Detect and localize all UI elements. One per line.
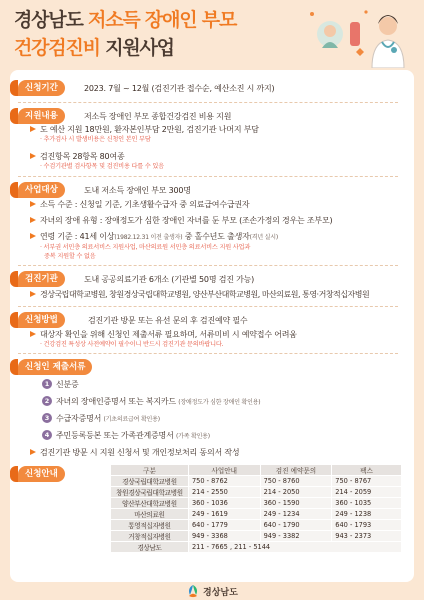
arrow-bullet-icon xyxy=(30,331,36,337)
target-bullet-3-tail-small: (격년 실시) xyxy=(249,234,279,241)
section-marker xyxy=(10,182,18,198)
table-cell: 경상국립대학교병원 xyxy=(111,476,189,487)
title-line-2 xyxy=(14,36,174,60)
contact-table xyxy=(110,464,402,553)
arrow-bullet-icon xyxy=(30,217,36,223)
table-header-row xyxy=(111,465,402,476)
table-cell: 750 - 8762 xyxy=(188,476,260,487)
table-row xyxy=(111,542,402,553)
table-header: 구분 xyxy=(111,465,189,476)
table-cell: 214 - 2050 xyxy=(260,487,332,498)
period-text: 2023. 7월 ~ 12월 (검진기관 접수순, 예산소진 시 까지) xyxy=(84,84,275,93)
arrow-bullet-icon xyxy=(30,233,36,239)
content-note-1: · 추가검사 시 발생비용은 신청인 본인 부담 xyxy=(40,136,151,143)
document-item-2-text: 자녀의 장애인증명서 또는 복지카드 xyxy=(56,397,176,406)
table-cell: 360 - 1036 xyxy=(188,498,260,509)
method-note-1: · 건강검진 특성상 사전예약이 필수이니 반드시 검진기관 문의바랍니다. xyxy=(40,341,224,348)
document-item-1: 신분증 xyxy=(56,380,79,389)
institutions-text: 도내 공공의료기관 6개소 (기관별 50명 검진 가능) xyxy=(84,275,255,284)
document-item-2 xyxy=(56,396,260,408)
header xyxy=(0,0,424,70)
label-documents: 신청인 제출서류 xyxy=(18,359,92,375)
table-header: 사업안내 xyxy=(188,465,260,476)
table-row xyxy=(111,520,402,531)
table-row xyxy=(111,487,402,498)
table-row xyxy=(111,509,402,520)
number-badge-2: 2 xyxy=(42,396,52,406)
target-bullet-3 xyxy=(40,231,278,243)
number-badge-1: 1 xyxy=(42,379,52,389)
method-text: 검진기관 방문 또는 유선 문의 후 검진예약 필수 xyxy=(88,316,248,325)
table-cell: 249 - 1238 xyxy=(332,509,402,520)
section-marker xyxy=(10,271,18,287)
number-badge-3: 3 xyxy=(42,413,52,423)
number-badge-4: 4 xyxy=(42,430,52,440)
method-note-1-text: 건강검진 특성상 사전예약이 필수이니 반드시 검진기관 문의바랍니다. xyxy=(43,341,224,348)
target-bullet-3-main: 연령 기준 : 41세 이상 xyxy=(40,232,115,241)
arrow-bullet-icon xyxy=(30,126,36,132)
target-text: 도내 저소득 장애인 부모 300명 xyxy=(84,186,191,195)
table-header: 검진 예약문의 xyxy=(260,465,332,476)
table-row xyxy=(111,498,402,509)
section-marker xyxy=(10,466,18,482)
table-cell: 214 - 2059 xyxy=(332,487,402,498)
arrow-bullet-icon xyxy=(30,153,36,159)
content-text: 저소득 장애인 부모 종합건강검진 비용 지원 xyxy=(84,112,232,121)
target-bullet-2: 자녀의 장애 유형 : 장애정도가 심한 장애인 자녀를 둔 부모 (조손가정의 경우는 조부모) xyxy=(40,216,333,225)
target-bullet-3-tail: 중 홀수년도 출생자 xyxy=(184,232,250,241)
document-item-4 xyxy=(56,430,210,442)
table-cell: 360 - 1035 xyxy=(332,498,402,509)
document-item-3-text: 수급자증명서 xyxy=(56,414,102,423)
section-marker xyxy=(10,312,18,328)
table-cell: 통영적십자병원 xyxy=(111,520,189,531)
table-cell: 211 - 7665 , 211 - 5144 xyxy=(188,542,401,553)
table-row xyxy=(111,531,402,542)
arrow-bullet-icon xyxy=(30,291,36,297)
section-marker xyxy=(10,80,18,96)
document-item-4-text: 주민등록등본 또는 가족관계증명서 xyxy=(56,431,174,440)
table-cell: 640 - 1793 xyxy=(332,520,402,531)
document-item-3-small: (기초의료급여 확인용) xyxy=(103,416,160,423)
table-cell: 750 - 8760 xyxy=(260,476,332,487)
label-target: 사업대상 xyxy=(18,182,65,198)
divider xyxy=(18,306,398,307)
title-highlight: 저소득 장애인 부모 xyxy=(88,9,237,31)
doctor-illustration-icon xyxy=(292,4,416,68)
gyeongnam-logo-icon xyxy=(186,584,200,598)
target-note-2: 중복 지원할 수 없음 xyxy=(44,253,96,260)
title-highlight-2: 건강검진비 xyxy=(14,37,100,59)
table-cell: 214 - 2550 xyxy=(188,487,260,498)
table-cell: 640 - 1790 xyxy=(260,520,332,531)
title-line-1 xyxy=(14,8,236,32)
table-cell: 750 - 8767 xyxy=(332,476,402,487)
table-cell: 360 - 1590 xyxy=(260,498,332,509)
target-bullet-1: 소득 수준 : 신청일 기준, 기초생활수급자 중 의료급여수급권자 xyxy=(40,200,250,209)
divider xyxy=(18,102,398,103)
section-marker xyxy=(10,108,18,124)
label-period: 신청기간 xyxy=(18,80,65,96)
table-cell: 943 - 2373 xyxy=(332,531,402,542)
content-note-2-text: 수검기관별 검사항목 및 검진비용 다를 수 있음 xyxy=(43,163,164,170)
label-guide: 신청안내 xyxy=(18,466,65,482)
method-bullet-1: 대상자 확인을 위해 신청인 제출서류 필요하며, 서류미비 시 예약접수 어려움 xyxy=(40,330,297,339)
table-cell: 창원경상국립대학교병원 xyxy=(111,487,189,498)
divider xyxy=(18,176,398,177)
divider xyxy=(18,353,398,354)
table-cell: 마산의료원 xyxy=(111,509,189,520)
arrow-bullet-icon xyxy=(30,449,36,455)
documents-bullet-last: 검진기관 방문 시 지원 신청서 및 개인정보처리 동의서 작성 xyxy=(40,448,240,457)
table-cell: 양산부산대학교병원 xyxy=(111,498,189,509)
document-item-4-small: (가족 확인용) xyxy=(175,433,210,440)
section-marker xyxy=(10,359,18,375)
table-cell: 거창적십자병원 xyxy=(111,531,189,542)
arrow-bullet-icon xyxy=(30,201,36,207)
label-content: 지원내용 xyxy=(18,108,65,124)
divider xyxy=(18,265,398,266)
label-method: 신청방법 xyxy=(18,312,65,328)
document-item-3 xyxy=(56,413,160,425)
table-cell: 640 - 1779 xyxy=(188,520,260,531)
title-program: 지원사업 xyxy=(105,37,174,59)
table-row xyxy=(111,476,402,487)
target-bullet-3-small: (1982.12.31 이전 출생자) xyxy=(114,234,183,241)
document-item-2-small: (장애정도가 심한 장애인 확인용) xyxy=(178,399,261,406)
title-region: 경상남도 xyxy=(14,9,83,31)
table-cell: 경상남도 xyxy=(111,542,189,553)
table-cell: 249 - 1619 xyxy=(188,509,260,520)
footer-logo xyxy=(186,584,238,598)
table-header: 팩스 xyxy=(332,465,402,476)
label-institutions: 검진기관 xyxy=(18,271,65,287)
content-bullet-2: 검진항목 28항목 80여종 xyxy=(40,152,125,161)
content-bullet-1: 도 예산 지원 18만원, 환자본인부담 2만원, 검진기관 나머지 부담 xyxy=(40,125,259,134)
target-note-1: · 서부권 서민층 의료서비스 지원사업, 마산의료원 서민층 의료서비스 지원 사업과 xyxy=(40,244,251,251)
content-note-2: · 수검기관별 검사항목 및 검진비용 다를 수 있음 xyxy=(40,163,164,170)
table-cell: 249 - 1234 xyxy=(260,509,332,520)
table-cell: 949 - 3368 xyxy=(188,531,260,542)
table-cell: 949 - 3382 xyxy=(260,531,332,542)
institutions-bullet-1: 경상국립대학교병원, 창원경상국립대학교병원, 양산부산대학교병원, 마산의료원, 통영·거창적십자병원 xyxy=(40,290,370,299)
footer-logo-text: 경상남도 xyxy=(203,587,238,598)
target-note-1-text: 서부권 서민층 의료서비스 지원사업, 마산의료원 서민층 의료서비스 지원 사업과 xyxy=(43,244,251,251)
content-note-1-text: 추가검사 시 발생비용은 신청인 본인 부담 xyxy=(43,136,151,143)
